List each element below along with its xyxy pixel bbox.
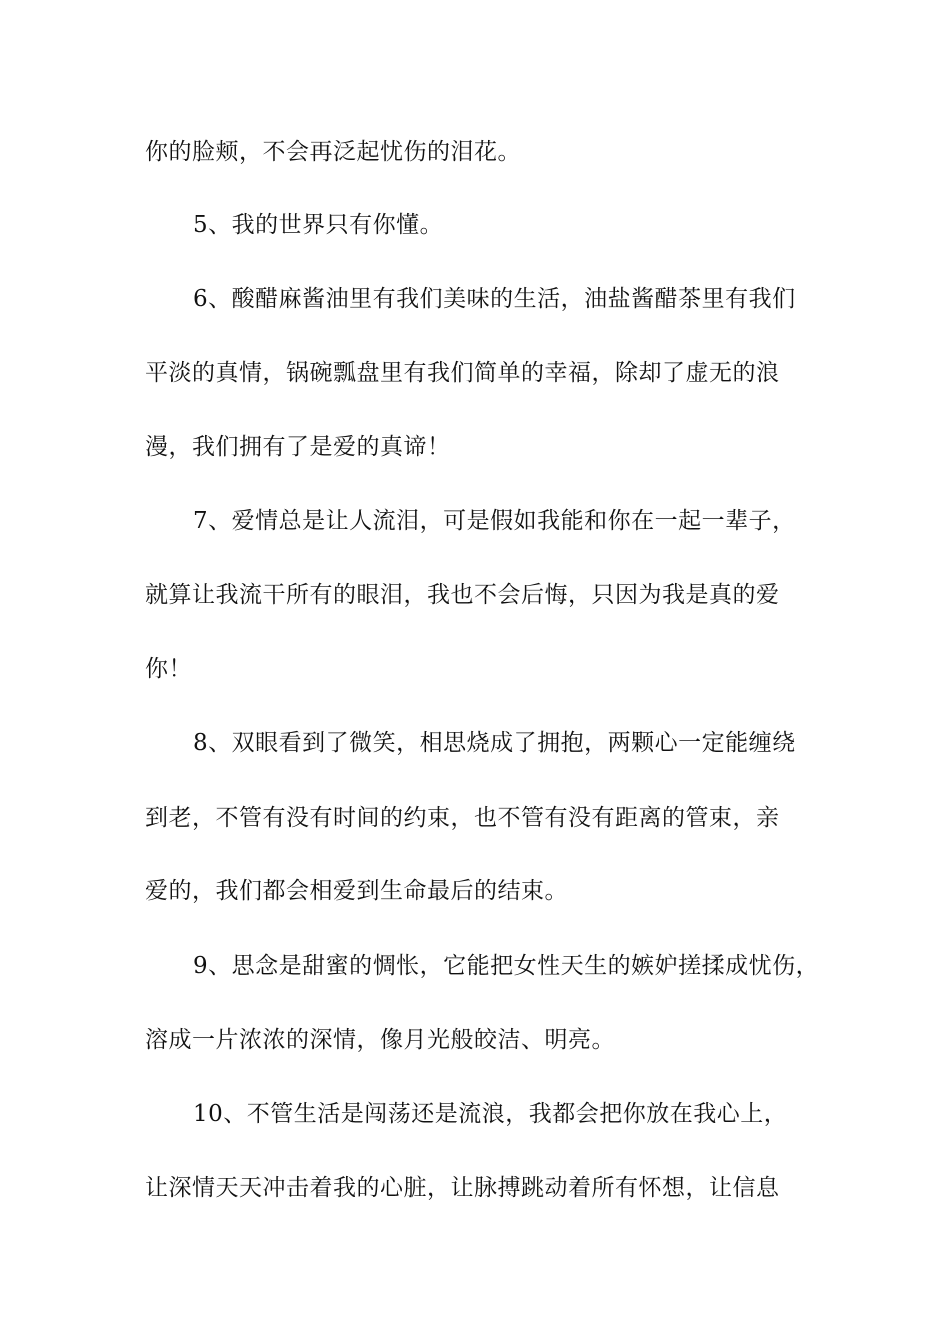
text-line: 平淡的真情，锅碗瓢盘里有我们简单的幸福，除却了虚无的浪 [145, 360, 780, 386]
text-line: 8、双眼看到了微笑，相思烧成了拥抱，两颗心一定能缠绕 [193, 730, 796, 756]
text-line: 让深情天天冲击着我的心脏，让脉搏跳动着所有怀想，让信息 [145, 1175, 780, 1201]
text-line: 漫，我们拥有了是爱的真谛！ [145, 434, 451, 460]
text-line: 10、不管生活是闯荡还是流浪，我都会把你放在我心上， [193, 1101, 788, 1127]
text-line: 6、酸醋麻酱油里有我们美味的生活，油盐酱醋茶里有我们 [193, 286, 796, 312]
text-line: 你的脸颊，不会再泛起忧伤的泪花。 [145, 139, 521, 165]
text-line: 你！ [145, 656, 192, 682]
text-line: 就算让我流干所有的眼泪，我也不会后悔，只因为我是真的爱 [145, 582, 780, 608]
text-line: 9、思念是甜蜜的惆怅，它能把女性天生的嫉妒搓揉成忧伤， [193, 953, 820, 979]
text-line: 5、我的世界只有你懂。 [193, 212, 444, 238]
text-line: 爱的，我们都会相爱到生命最后的结束。 [145, 878, 568, 904]
text-line: 溶成一片浓浓的深情，像月光般皎洁、明亮。 [145, 1027, 615, 1053]
text-line: 到老，不管有没有时间的约束，也不管有没有距离的管束，亲 [145, 805, 780, 831]
text-line: 7、爱情总是让人流泪，可是假如我能和你在一起一辈子， [193, 508, 796, 534]
